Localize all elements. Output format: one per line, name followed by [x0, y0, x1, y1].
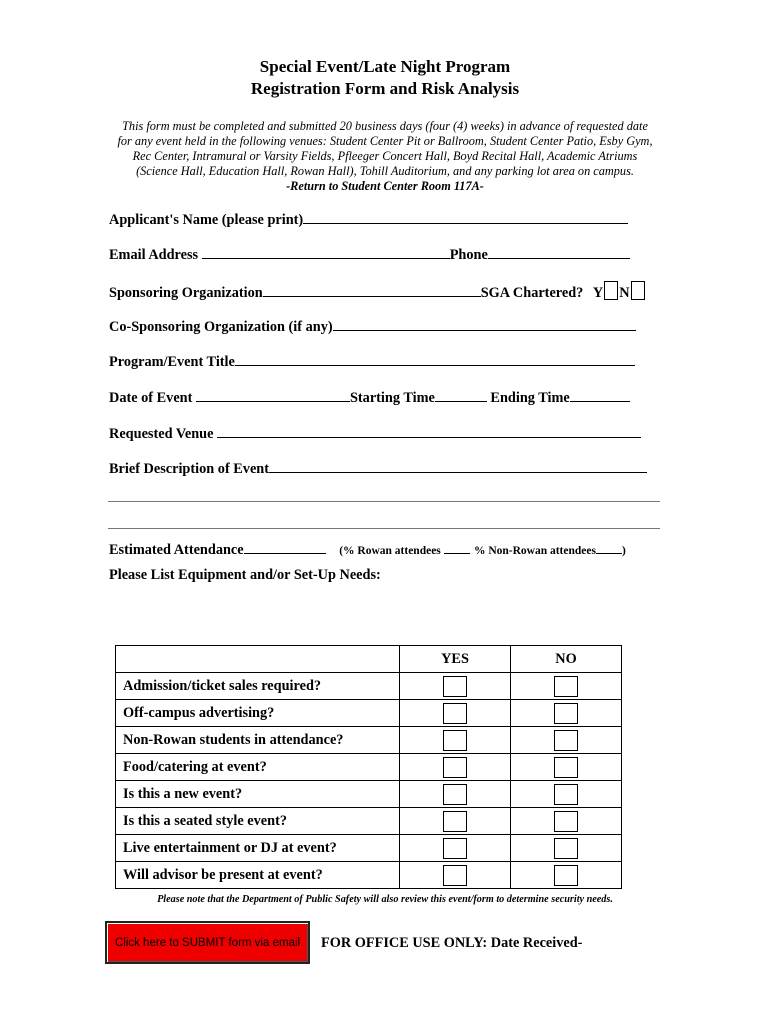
non-rowan-attendees-label: % Non-Rowan attendees [473, 545, 596, 557]
sga-no-label: N [619, 285, 630, 301]
co-sponsoring-label: Co-Sponsoring Organization (if any) [109, 319, 333, 335]
email-field[interactable] [202, 245, 450, 259]
table-header-row [116, 646, 622, 673]
applicant-name-label: Applicant's Name (please print) [109, 212, 304, 228]
form-subtitle: Registration Form and Risk Analysis [250, 79, 520, 98]
email-phone-row [109, 245, 630, 264]
sga-yes-label: Y [592, 285, 604, 301]
description-line-3[interactable] [108, 528, 660, 529]
non-rowan-attendees-field[interactable] [596, 542, 622, 554]
sga-yes-checkbox[interactable] [604, 281, 618, 300]
office-use-label: FOR OFFICE USE ONLY: Date Received- [321, 935, 583, 951]
intro-text: This form must be completed and submitted 20 business days (four (4) weeks) in advance of requested date for any event held in the following venues: Student Center Pit or Ballroom, Student Center Patio, Esby Gym, Rec Center, Intramural or Varsity Fields, Pfleeger Concert Hall, Boyd Recital Hall, Academic Atriums (Science Hall, Education Hall, Rowan Hall), Tohill Auditorium, and any parking lot area on campus. -Return to Student Center Room 117A- [100, 119, 670, 194]
attendance-row [109, 540, 626, 559]
yes-checkbox[interactable] [443, 676, 467, 697]
program-title-label: Program/Event Title [109, 354, 235, 370]
table-row [116, 754, 622, 781]
ending-time-label: Ending Time [490, 390, 570, 406]
form-title: Special Event/Late Night Program [259, 57, 511, 76]
description-field[interactable] [269, 459, 647, 473]
question-label: Live entertainment or DJ at event? [116, 835, 400, 862]
rowan-attendees-label: (% Rowan attendees [339, 545, 441, 557]
yes-checkbox[interactable] [443, 865, 467, 886]
description-line-2[interactable] [108, 501, 660, 502]
phone-label: Phone [449, 247, 488, 263]
venue-label: Requested Venue [109, 426, 214, 442]
rowan-attendees-field[interactable] [444, 542, 470, 554]
submit-email-button[interactable]: Click here to SUBMIT form via email [105, 921, 310, 964]
no-checkbox[interactable] [554, 838, 578, 859]
yes-checkbox[interactable] [443, 811, 467, 832]
yes-checkbox[interactable] [443, 730, 467, 751]
yes-checkbox[interactable] [443, 838, 467, 859]
co-sponsoring-row [109, 317, 636, 336]
question-label: Is this a seated style event? [116, 808, 400, 835]
yes-checkbox[interactable] [443, 703, 467, 724]
table-row [116, 727, 622, 754]
starting-time-label: Starting Time [349, 390, 435, 406]
no-checkbox[interactable] [554, 865, 578, 886]
table-row [116, 862, 622, 889]
applicant-name-row [109, 210, 628, 229]
sponsoring-org-row [109, 281, 646, 302]
table-row [116, 808, 622, 835]
sponsoring-org-field[interactable] [263, 283, 481, 297]
sga-no-checkbox[interactable] [631, 281, 645, 300]
no-checkbox[interactable] [554, 811, 578, 832]
question-label: Admission/ticket sales required? [116, 673, 400, 700]
table-row [116, 673, 622, 700]
no-checkbox[interactable] [554, 730, 578, 751]
ending-time-field[interactable] [570, 388, 630, 402]
table-row [116, 781, 622, 808]
question-label: Off-campus advertising? [116, 700, 400, 727]
venue-field[interactable] [217, 424, 641, 438]
sponsoring-org-label: Sponsoring Organization [109, 285, 263, 301]
description-row [109, 459, 647, 478]
attendance-label: Estimated Attendance [109, 542, 244, 558]
date-field[interactable] [196, 388, 350, 402]
security-note: Please note that the Department of Public Safety will also review this event/form to determine security needs. [157, 894, 613, 905]
program-title-row [109, 352, 635, 371]
venue-row [109, 424, 641, 443]
sga-chartered-label: SGA Chartered? [480, 285, 584, 301]
phone-field[interactable] [488, 245, 630, 259]
yes-header: YES [400, 646, 511, 673]
no-checkbox[interactable] [554, 784, 578, 805]
starting-time-field[interactable] [435, 388, 487, 402]
yes-checkbox[interactable] [443, 757, 467, 778]
question-label: Is this a new event? [116, 781, 400, 808]
description-label: Brief Description of Event [109, 461, 270, 477]
yes-checkbox[interactable] [443, 784, 467, 805]
equipment-label: Please List Equipment and/or Set-Up Needs: [109, 567, 381, 583]
close-paren: ) [621, 545, 626, 557]
question-label: Will advisor be present at event? [116, 862, 400, 889]
co-sponsoring-field[interactable] [333, 317, 636, 331]
applicant-name-field[interactable] [303, 210, 628, 224]
table-row [116, 835, 622, 862]
return-note: -Return to Student Center Room 117A- [286, 179, 484, 193]
date-time-row [109, 388, 630, 407]
date-label: Date of Event [109, 390, 193, 406]
risk-questions-table [115, 645, 622, 889]
attendance-field[interactable] [244, 540, 326, 554]
question-label: Food/catering at event? [116, 754, 400, 781]
no-header: NO [511, 646, 622, 673]
email-label: Email Address [109, 247, 199, 263]
program-title-field[interactable] [235, 352, 635, 366]
no-checkbox[interactable] [554, 676, 578, 697]
question-label: Non-Rowan students in attendance? [116, 727, 400, 754]
no-checkbox[interactable] [554, 703, 578, 724]
no-checkbox[interactable] [554, 757, 578, 778]
table-row [116, 700, 622, 727]
